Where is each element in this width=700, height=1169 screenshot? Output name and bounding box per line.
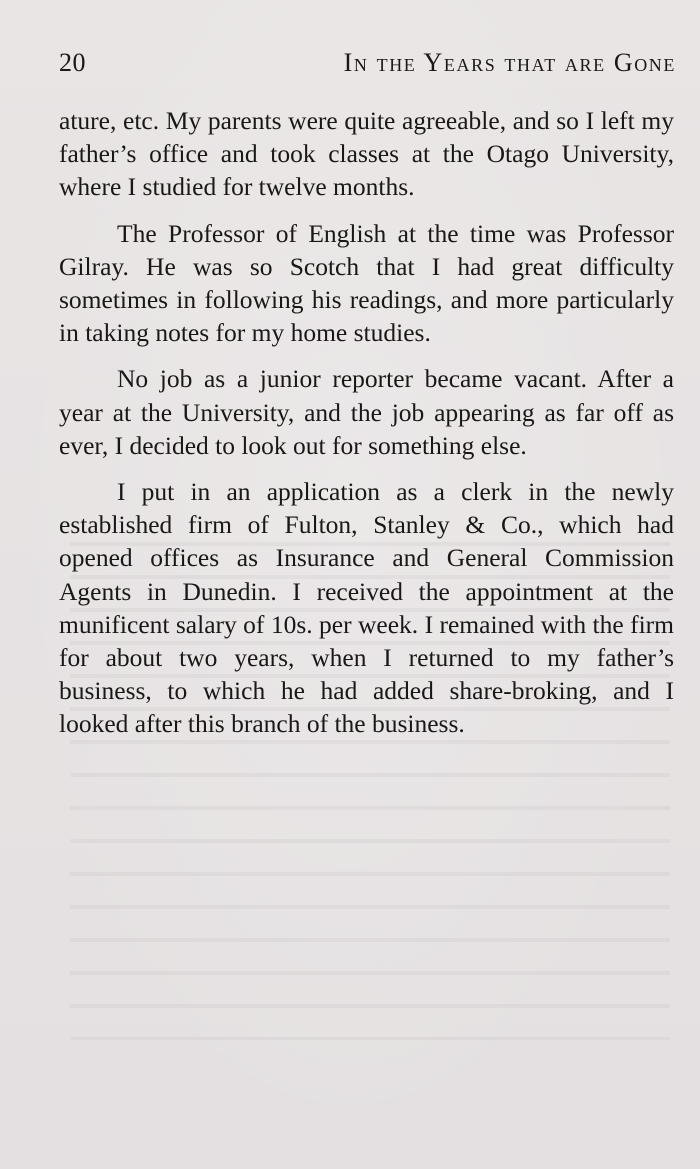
paragraph-1: ature, etc. My parents were quite agreeable, and so I left my father’s office and took classes at the Otago University, where I studied for twelve months.: [59, 106, 674, 202]
paragraph-4: I put in an application as a clerk in the newly established firm of Fulton, Stanley & Co., which had opened offices as Insurance and General Commission Agents in Dunedin. I received the appointment at the munificent salary of 10s. per week. I remained with the firm for about two years, when I returned to my father’s business, to which he had added share-broking, and I looked after this branch of the business.: [59, 477, 674, 739]
page-number: 20: [59, 48, 86, 77]
paragraph-3: No job as a junior reporter became vacant. After a year at the University, and the job appearing as far off as ever, I decided to look out for something else.: [59, 364, 674, 460]
paragraph-2: The Professor of English at the time was Professor Gilray. He was so Scotch that I had great difficulty sometimes in following his readings, and more particularly in taking notes for my home studies.: [59, 218, 674, 348]
page-header: [59, 48, 676, 82]
running-head: In the Years that are Gone: [343, 48, 676, 77]
body-text: [59, 104, 674, 754]
